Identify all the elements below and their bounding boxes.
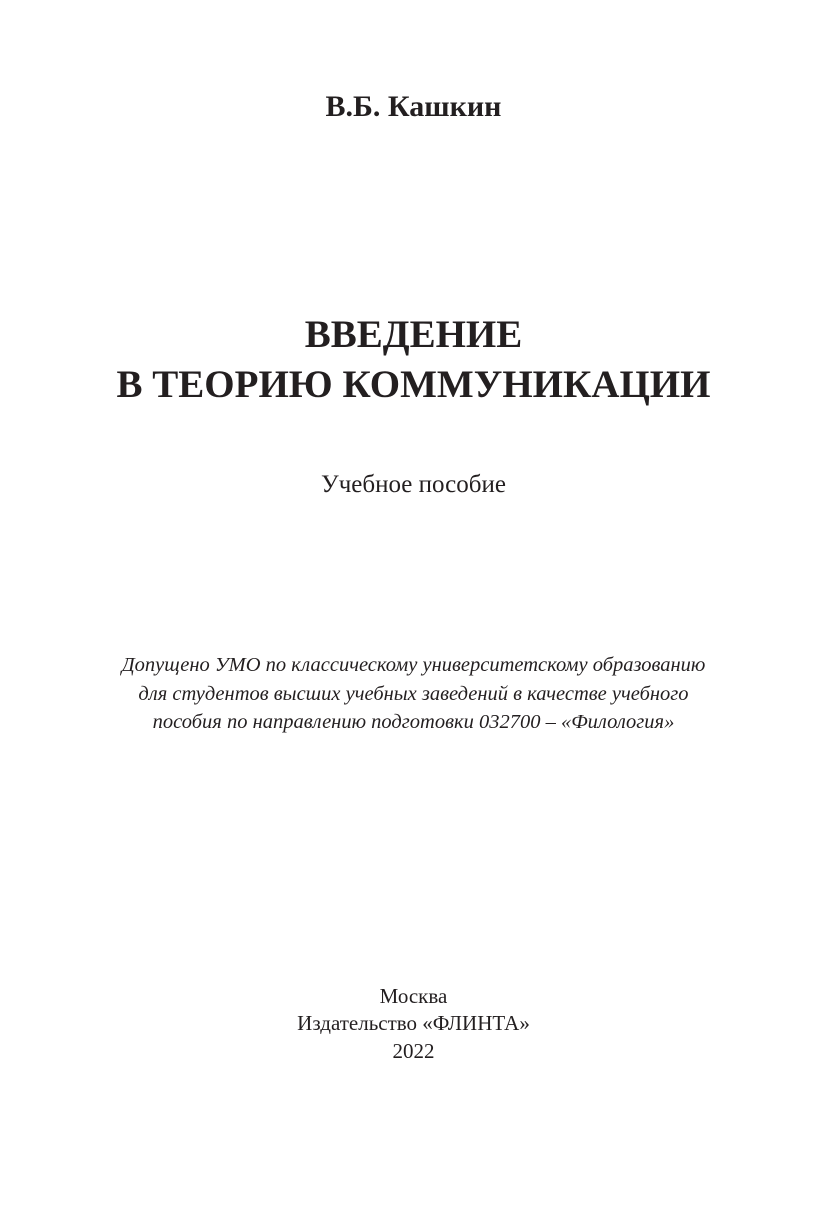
book-title-line-2: В ТЕОРИЮ КОММУНИКАЦИИ [116, 363, 711, 406]
book-subtitle: Учебное пособие [321, 471, 506, 498]
book-title-line-1: ВВЕДЕНИЕ [304, 313, 523, 356]
imprint-city: Москва [379, 984, 448, 1008]
approval-note-line-3: пособия по направлению подготовки 032700 – «Филология» [152, 711, 675, 733]
author-name: В.Б. Кашкин [325, 90, 502, 123]
imprint-publisher: Издательство «ФЛИНТА» [297, 1011, 530, 1035]
approval-note-line-1: Допущено УМО по классическому университетскому образованию [121, 654, 706, 676]
approval-note-line-2: для студентов высших учебных заведений в качестве учебного [138, 683, 689, 705]
imprint-year: 2022 [392, 1039, 435, 1063]
